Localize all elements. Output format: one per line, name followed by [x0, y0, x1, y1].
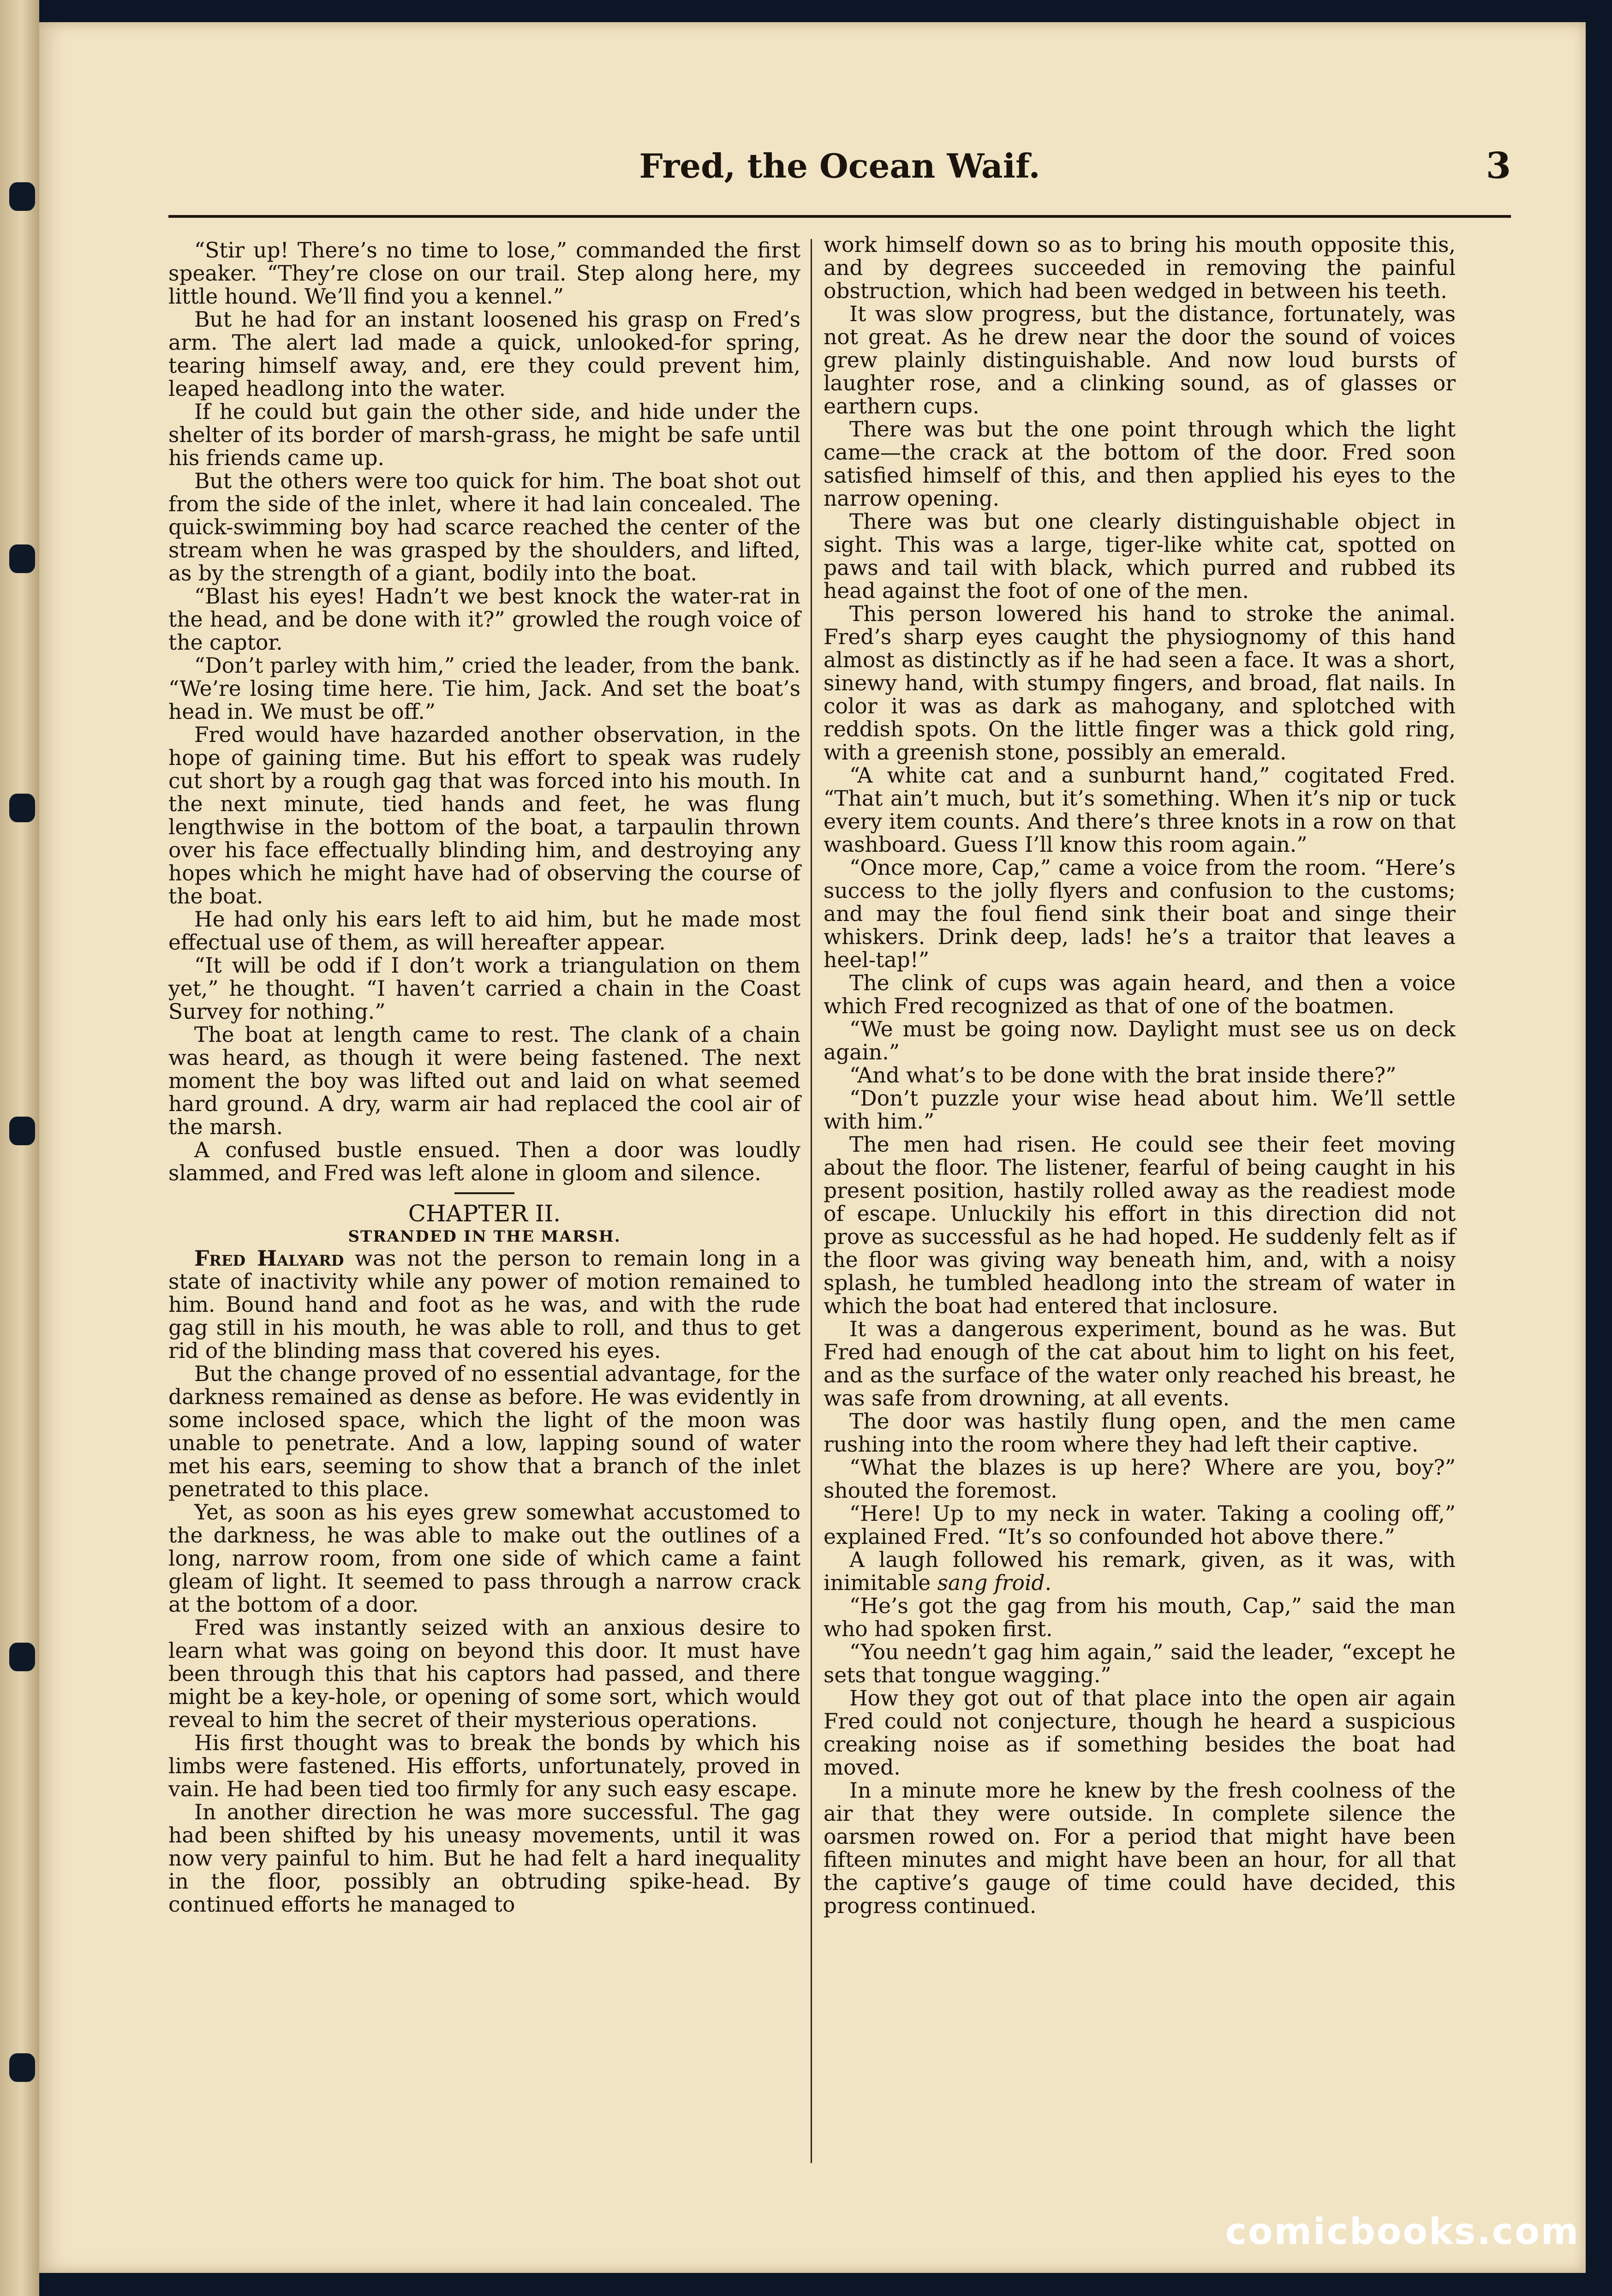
paragraph: Fred was instantly seized with an anxious desire to learn what was going on beyond this door. It must have been through this that his captors had passed, and there might be a key-hole, or opening of some sort, which would reveal to him the secret of their mysterious operations.	[168, 1615, 800, 1732]
italic-phrase: sang froid	[937, 1571, 1045, 1595]
paragraph: But the others were too quick for him. The boat shot out from the side of the inlet, where it had lain concealed. The quick-swimming boy had scarce reached the center of the stream when he was grasped by the shoulders, and lifted, as by the strength of a giant, bodily into the boat.	[168, 469, 800, 586]
paragraph: It was a dangerous experiment, bound as he was. But Fred had enough of the cat about him to light on his feet, and as the surface of the water only reached his breast, he was safe from drowning, at all events.	[824, 1317, 1456, 1411]
paragraph: In another direction he was more successful. The gag had been shifted by his uneasy movements, until it was now very painful to him. But he had felt a hard inequality in the floor, possibly an obtruding spike-head. By continued efforts he managed to	[168, 1800, 800, 1917]
paragraph: Yet, as soon as his eyes grew somewhat accustomed to the darkness, he was able to make out the outlines of a long, narrow room, from one side of which came a faint gleam of light. It seemed to pass through a narrow crack at the bottom of a door.	[168, 1500, 800, 1617]
binding-hole	[9, 1643, 35, 1671]
paragraph: The boat at length came to rest. The clank of a chain was heard, as though it were being fastened. The next moment the boy was lifted out and laid on what seemed hard ground. A dry, warm air had replaced the cool air of the marsh.	[168, 1022, 800, 1139]
paragraph: “Don’t puzzle your wise head about him. We’ll settle with him.”	[824, 1086, 1456, 1134]
paragraph-text: was not the person to remain long in a state of inactivity while any power of motion remained to him. Bound hand and foot as he was, and with the rude gag still in his mouth, he was able to roll, and thus to get rid of the blinding mass that covered his eyes.	[168, 1246, 800, 1363]
lead-in-name: Fred Halyard	[194, 1246, 344, 1271]
paragraph: The men had risen. He could see their feet moving about the floor. The listener, fearful of being caught in his present position, hastily rolled away as the readiest mode of escape. Unluckily his effort in this direction did not prove as successful as he had hoped. He suddenly felt as if the floor was giving way beneath him, and, with a noisy splash, he tumbled headlong into the stream of water in which the boat had entered that inclosure.	[824, 1132, 1456, 1318]
paragraph: “It will be odd if I don’t work a triangulation on them yet,” he thought. “I haven’t carried a chain in the Coast Survey for nothing.”	[168, 953, 800, 1024]
column-divider	[811, 239, 812, 2163]
header-rule	[168, 215, 1511, 218]
paragraph-text: A laugh followed his remark, given, as it was, with inimitable	[824, 1548, 1456, 1595]
paragraph: “Blast his eyes! Hadn’t we best knock the water-rat in the head, and be done with it?” growled the rough voice of the captor.	[168, 584, 800, 655]
text-column-left	[168, 239, 800, 1916]
paragraph: Fred would have hazarded another observation, in the hope of gaining time. But his effort to speak was rudely cut short by a rough gag that was forced into his mouth. In the next minute, tied hands and feet, he was flung lengthwise in the bottom of the boat, a tarpaulin thrown over his face effectually blinding him, and destroying any hopes which he might have had of observing the course of the boat.	[168, 723, 800, 909]
paragraph: “Here! Up to my neck in water. Taking a cooling off,” explained Fred. “It’s so confounded hot above there.”	[824, 1501, 1456, 1549]
paragraph	[824, 1549, 1456, 1595]
text-column-right	[824, 233, 1456, 1918]
paragraph: He had only his ears left to aid him, but he made most effectual use of them, as will hereafter appear.	[168, 907, 800, 955]
binding-hole	[9, 1117, 35, 1145]
paragraph: “What the blazes is up here? Where are you, boy?” shouted the foremost.	[824, 1455, 1456, 1503]
paragraph: There was but one clearly distinguishable object in sight. This was a large, tiger-like white cat, spotted on paws and tail with black, which purred and rubbed its head against the foot of one of the men.	[824, 509, 1456, 603]
paragraph: “Don’t parley with him,” cried the leader, from the bank. “We’re losing time here. Tie him, Jack. And set the boat’s head in. We must be off.”	[168, 653, 800, 724]
binding-hole	[9, 544, 35, 573]
binding-hole	[9, 794, 35, 822]
paragraph: This person lowered his hand to stroke the animal. Fred’s sharp eyes caught the physiognomy of this hand almost as distinctly as if he had seen a face. It was a short, sinewy hand, with stumpy fingers, and broad, flat nails. In color it was as dark as mahogany, and splotched with reddish spots. On the little finger was a thick gold ring, with a greenish stone, possibly an emerald.	[824, 602, 1456, 765]
paragraph: A confused bustle ensued. Then a door was loudly slammed, and Fred was left alone in gloom and silence.	[168, 1138, 800, 1185]
paragraph: His first thought was to break the bonds by which his limbs were fastened. His efforts, unfortunately, proved in vain. He had been tied too firmly for any such easy escape.	[168, 1731, 800, 1801]
paragraph: “And what’s to be done with the brat inside there?”	[849, 1063, 1397, 1088]
paragraph-text: .	[1045, 1571, 1052, 1595]
book-spine	[0, 0, 39, 2296]
chapter-opening-paragraph	[168, 1247, 800, 1363]
paragraph: “You needn’t gag him again,” said the leader, “except he sets that tongue wagging.”	[824, 1640, 1456, 1687]
paragraph: “We must be going now. Daylight must see us on deck again.”	[824, 1017, 1456, 1064]
paragraph: In a minute more he knew by the fresh coolness of the air that they were outside. In complete silence the oarsmen rowed on. For a period that might have been fifteen minutes and might have been an hour, for all that the captive’s gauge of time could have decided, this progress continued.	[824, 1778, 1456, 1918]
paragraph: “Stir up! There’s no time to lose,” commanded the first speaker. “They’re close on our trail. Step along here, my little hound. We’ll find you a kennel.”	[168, 238, 800, 309]
paragraph: The clink of cups was again heard, and then a voice which Fred recognized as that of one of the boatmen.	[824, 971, 1456, 1018]
paragraph: It was slow progress, but the distance, fortunately, was not great. As he drew near the door the sound of voices grew plainly distinguishable. And now loud bursts of laughter rose, and a clinking sound, as of glasses or earthern cups.	[824, 302, 1456, 419]
paragraph: How they got out of that place into the open air again Fred could not conjecture, though he heard a suspicious creaking noise as if something besides the boat had moved.	[824, 1686, 1456, 1780]
chapter-title: CHAPTER II.	[408, 1200, 561, 1227]
chapter-subtitle: STRANDED IN THE MARSH.	[348, 1227, 621, 1246]
paragraph: “A white cat and a sunburnt hand,” cogitated Fred. “That ain’t much, but it’s something. When it’s nip or tuck every item counts. And there’s three knots in a row on that washboard. Guess I’ll know this room again.”	[824, 763, 1456, 857]
paragraph: The door was hastily flung open, and the men came rushing into the room where they had left their captive.	[824, 1409, 1456, 1457]
binding-hole	[9, 2053, 35, 2082]
binding-hole	[9, 182, 35, 211]
page-number: 3	[1486, 145, 1511, 187]
book-title: Fred, the Ocean Waif.	[639, 146, 1040, 185]
site-watermark: comicbooks.com	[1225, 2211, 1580, 2253]
paragraph: There was but the one point through which the light came—the crack at the bottom of the door. Fred soon satisfied himself of this, and then applied his eyes to the narrow opening.	[824, 417, 1456, 511]
section-break-rule	[454, 1192, 514, 1194]
paragraph: If he could but gain the other side, and hide under the shelter of its border of marsh-grass, he might be safe until his friends came up.	[168, 400, 800, 470]
continued-paragraph: work himself down so as to bring his mouth opposite this, and by degrees succeeded in removing the painful obstruction, which had been wedged in between his teeth.	[824, 233, 1456, 303]
paragraph: But the change proved of no essential advantage, for the darkness remained as dense as before. He was evidently in some inclosed space, which the light of the moon was unable to penetrate. And a low, lapping sound of water met his ears, seeming to show that a branch of the inlet penetrated to this place.	[168, 1362, 800, 1501]
running-head	[168, 143, 1511, 198]
paragraph: “Once more, Cap,” came a voice from the room. “Here’s success to the jolly flyers and confusion to the customs; and may the foul fiend sink their boat and singe their whiskers. Drink deep, lads! he’s a traitor that leaves a heel-tap!”	[824, 855, 1456, 972]
paragraph: But he had for an instant loosened his grasp on Fred’s arm. The alert lad made a quick, unlooked-for spring, tearing himself away, and, ere they could prevent him, leaped headlong into the water.	[168, 307, 800, 401]
book-page	[39, 22, 1586, 2273]
paragraph: “He’s got the gag from his mouth, Cap,” said the man who had spoken first.	[824, 1594, 1456, 1641]
